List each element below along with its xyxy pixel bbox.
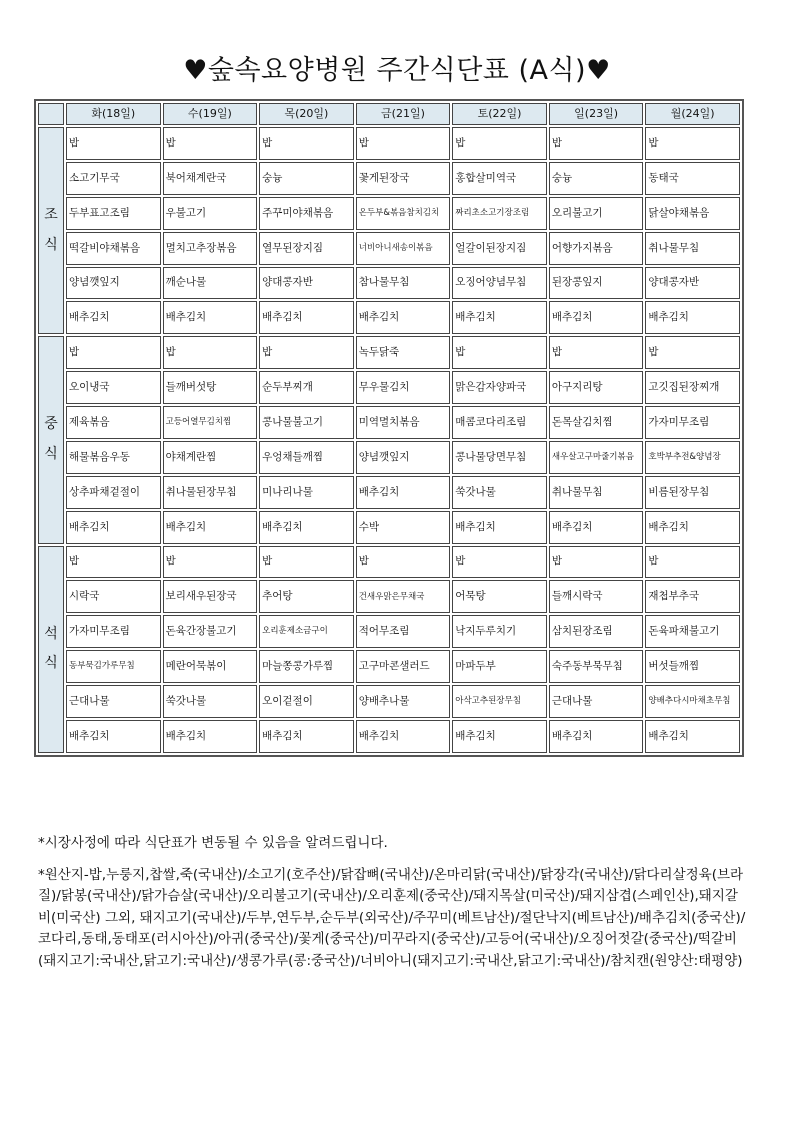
menu-cell: 숭늉 [259,162,354,195]
menu-cell: 근대나물 [66,685,161,718]
menu-cell: 밥 [163,546,258,579]
meal-label-top: 중 [44,416,58,433]
menu-cell: 배추김치 [356,720,451,753]
menu-cell: 재첩부추국 [645,580,740,613]
menu-cell: 온두부&볶음참치김치 [356,197,451,230]
menu-cell: 배추김치 [66,301,161,334]
menu-cell: 열무된장지짐 [259,232,354,265]
day-header: 목(20일) [259,103,354,125]
menu-cell: 배추김치 [452,301,547,334]
menu-cell: 꽃게된장국 [356,162,451,195]
menu-cell: 건새우맑은무채국 [356,580,451,613]
menu-cell: 밥 [356,127,451,160]
menu-cell: 쑥갓나물 [452,476,547,509]
menu-cell: 오리훈제소금구이 [259,615,354,648]
menu-cell: 밥 [163,336,258,369]
menu-cell: 밥 [259,336,354,369]
menu-cell: 숭늉 [549,162,644,195]
menu-cell: 양배추다시마채초무침 [645,685,740,718]
menu-cell: 취나물무침 [549,476,644,509]
menu-row [38,685,740,718]
menu-cell: 마파두부 [452,650,547,683]
origin-info: *원산지-밥,누룽지,찹쌀,죽(국내산)/소고기(호주산)/닭잡뼈(국내산)/온마리닭(국내산)/닭장각(국내산)/닭다리살정육(브라질)/닭봉(국내산)/닭가슴살(국내산)/오리불고기(국내산)/오리훈제(중국산)/돼지목살(미국산)/돼지삼겹(스페인산),돼지갈비(미국산) 그외, 돼지고기(국내산)/두부,연두부,순두부(외국산)/주꾸미(베트남산)/절단낙지(베트남산)/배추김치(중국산)/코다리,동태,동태포(러시아산)/아귀(중국산)/꽃게(중국산)/미꾸라지(중국산)/고등어(국내산)/오징어젓갈(중국산)/떡갈비(돼지고기:국내산,닭고기:국내산)/생콩가루(콩:중국산)/너비아니(돼지고기:국내산,닭고기:국내산)/참치캔(원양산:태평양) [38,866,746,969]
day-header: 금(21일) [356,103,451,125]
menu-cell: 보리새우된장국 [163,580,258,613]
menu-cell: 비름된장무침 [645,476,740,509]
menu-cell: 고구마콘샐러드 [356,650,451,683]
menu-cell: 버섯들깨찜 [645,650,740,683]
menu-row [38,650,740,683]
menu-cell: 고깃집된장찌개 [645,371,740,404]
menu-cell: 돈목살김치찜 [549,406,644,439]
menu-cell: 배추김치 [66,511,161,544]
menu-cell: 숙주동부묵무침 [549,650,644,683]
menu-cell: 상추파채겉절이 [66,476,161,509]
menu-cell: 밥 [549,546,644,579]
menu-cell: 고등어열무김치찜 [163,406,258,439]
menu-cell: 밥 [452,336,547,369]
menu-cell: 배추김치 [549,511,644,544]
menu-cell: 배추김치 [66,720,161,753]
menu-row [38,546,740,579]
day-header: 토(22일) [452,103,547,125]
menu-cell: 호박부추전&양념장 [645,441,740,474]
menu-cell: 오이겉절이 [259,685,354,718]
menu-cell: 오리불고기 [549,197,644,230]
menu-cell: 배추김치 [163,511,258,544]
menu-cell: 맑은감자양파국 [452,371,547,404]
menu-cell: 너비아니새송이볶음 [356,232,451,265]
menu-cell: 우불고기 [163,197,258,230]
day-header: 일(23일) [549,103,644,125]
menu-cell: 마늘쫑콩가루찜 [259,650,354,683]
menu-cell: 밥 [645,127,740,160]
menu-cell: 된장콩잎지 [549,267,644,300]
menu-cell: 배추김치 [549,720,644,753]
menu-cell: 오징어양념무침 [452,267,547,300]
notes-section [38,833,750,983]
menu-cell: 참나물무침 [356,267,451,300]
weekly-menu-table [34,99,744,757]
menu-cell: 들깨시락국 [549,580,644,613]
menu-cell: 낙지두루치기 [452,615,547,648]
meal-label-bottom: 식 [44,655,58,672]
menu-cell: 밥 [645,546,740,579]
menu-cell: 소고기무국 [66,162,161,195]
menu-cell: 밥 [66,127,161,160]
menu-cell: 콩나물당면무침 [452,441,547,474]
menu-cell: 동부묵김가루무침 [66,650,161,683]
menu-cell: 얼갈이된장지짐 [452,232,547,265]
menu-cell: 쑥갓나물 [163,685,258,718]
menu-cell: 녹두닭죽 [356,336,451,369]
menu-cell: 멸치고추장볶음 [163,232,258,265]
menu-row [38,511,740,544]
menu-cell: 야채계란찜 [163,441,258,474]
menu-body [38,127,740,753]
day-header: 월(24일) [645,103,740,125]
day-header: 수(19일) [163,103,258,125]
menu-cell: 밥 [66,546,161,579]
menu-cell: 배추김치 [452,720,547,753]
menu-cell: 밥 [549,336,644,369]
menu-cell: 돈육간장불고기 [163,615,258,648]
meal-label [38,127,64,334]
menu-cell: 배추김치 [163,720,258,753]
meal-label-bottom: 식 [44,445,58,462]
menu-row [38,476,740,509]
menu-cell: 양념깻잎지 [356,441,451,474]
menu-cell: 배추김치 [259,301,354,334]
menu-cell: 제육볶음 [66,406,161,439]
menu-cell: 양념깻잎지 [66,267,161,300]
menu-cell: 밥 [452,127,547,160]
menu-cell: 미역멸치볶음 [356,406,451,439]
menu-cell: 배추김치 [645,720,740,753]
meal-label [38,336,64,543]
menu-row [38,162,740,195]
menu-cell: 배추김치 [452,511,547,544]
menu-cell: 배추김치 [356,476,451,509]
menu-cell: 수박 [356,511,451,544]
menu-cell: 밥 [452,546,547,579]
menu-cell: 시락국 [66,580,161,613]
menu-cell: 가자미무조림 [66,615,161,648]
menu-cell: 배추김치 [645,301,740,334]
menu-cell: 배추김치 [645,511,740,544]
menu-cell: 어묵탕 [452,580,547,613]
menu-row [38,580,740,613]
meal-label-top: 조 [44,207,58,224]
menu-cell: 새우살고구마줄기볶음 [549,441,644,474]
page-title: ♥숲속요양병원 주간식단표 (A식)♥ [183,55,611,86]
menu-cell: 추어탕 [259,580,354,613]
menu-cell: 취나물된장무침 [163,476,258,509]
menu-cell: 근대나물 [549,685,644,718]
menu-row [38,615,740,648]
meal-label-top: 석 [44,625,58,642]
menu-cell: 밥 [549,127,644,160]
menu-cell: 가자미무조림 [645,406,740,439]
menu-cell: 두부표고조림 [66,197,161,230]
header-corner [38,103,64,125]
menu-row [38,441,740,474]
menu-cell: 닭살야채볶음 [645,197,740,230]
menu-cell: 양대콩자반 [259,267,354,300]
menu-cell: 우엉채들깨찜 [259,441,354,474]
menu-cell: 양대콩자반 [645,267,740,300]
menu-cell: 들깨버섯탕 [163,371,258,404]
menu-cell: 배추김치 [163,301,258,334]
menu-cell: 동태국 [645,162,740,195]
menu-cell: 주꾸미야채볶음 [259,197,354,230]
menu-cell: 어향가지볶음 [549,232,644,265]
menu-cell: 밥 [356,546,451,579]
meal-label-bottom: 식 [44,236,58,253]
change-notice: *시장사정에 따라 식단표가 변동될 수 있음을 알려드립니다. [38,835,388,851]
menu-cell: 아구지리탕 [549,371,644,404]
menu-cell: 취나물무침 [645,232,740,265]
menu-cell: 매콤코다리조림 [452,406,547,439]
menu-cell: 돈육파채불고기 [645,615,740,648]
menu-cell: 아삭고추된장무침 [452,685,547,718]
menu-cell: 오이냉국 [66,371,161,404]
menu-row [38,197,740,230]
menu-cell: 순두부찌개 [259,371,354,404]
menu-cell: 밥 [163,127,258,160]
day-header-row [38,103,740,125]
menu-cell: 메란어묵볶이 [163,650,258,683]
menu-cell: 짜리초소고기장조림 [452,197,547,230]
menu-cell: 콩나물불고기 [259,406,354,439]
menu-row [38,406,740,439]
menu-cell: 삼치된장조림 [549,615,644,648]
menu-cell: 미나리나물 [259,476,354,509]
menu-cell: 적어무조림 [356,615,451,648]
menu-cell: 해물볶음우동 [66,441,161,474]
menu-row [38,720,740,753]
menu-cell: 밥 [259,546,354,579]
menu-cell: 떡갈비야채볶음 [66,232,161,265]
menu-row [38,371,740,404]
menu-cell: 밥 [645,336,740,369]
menu-cell: 밥 [259,127,354,160]
menu-row [38,127,740,160]
menu-cell: 북어채계란국 [163,162,258,195]
menu-cell: 홍합살미역국 [452,162,547,195]
menu-cell: 배추김치 [259,720,354,753]
menu-cell: 배추김치 [259,511,354,544]
day-header: 화(18일) [66,103,161,125]
menu-row [38,336,740,369]
menu-cell: 무우물김치 [356,371,451,404]
menu-cell: 양배추나물 [356,685,451,718]
menu-cell: 밥 [66,336,161,369]
menu-cell: 깨순나물 [163,267,258,300]
menu-row [38,232,740,265]
menu-row [38,267,740,300]
menu-row [38,301,740,334]
meal-label [38,546,64,754]
menu-cell: 배추김치 [549,301,644,334]
menu-cell: 배추김치 [356,301,451,334]
